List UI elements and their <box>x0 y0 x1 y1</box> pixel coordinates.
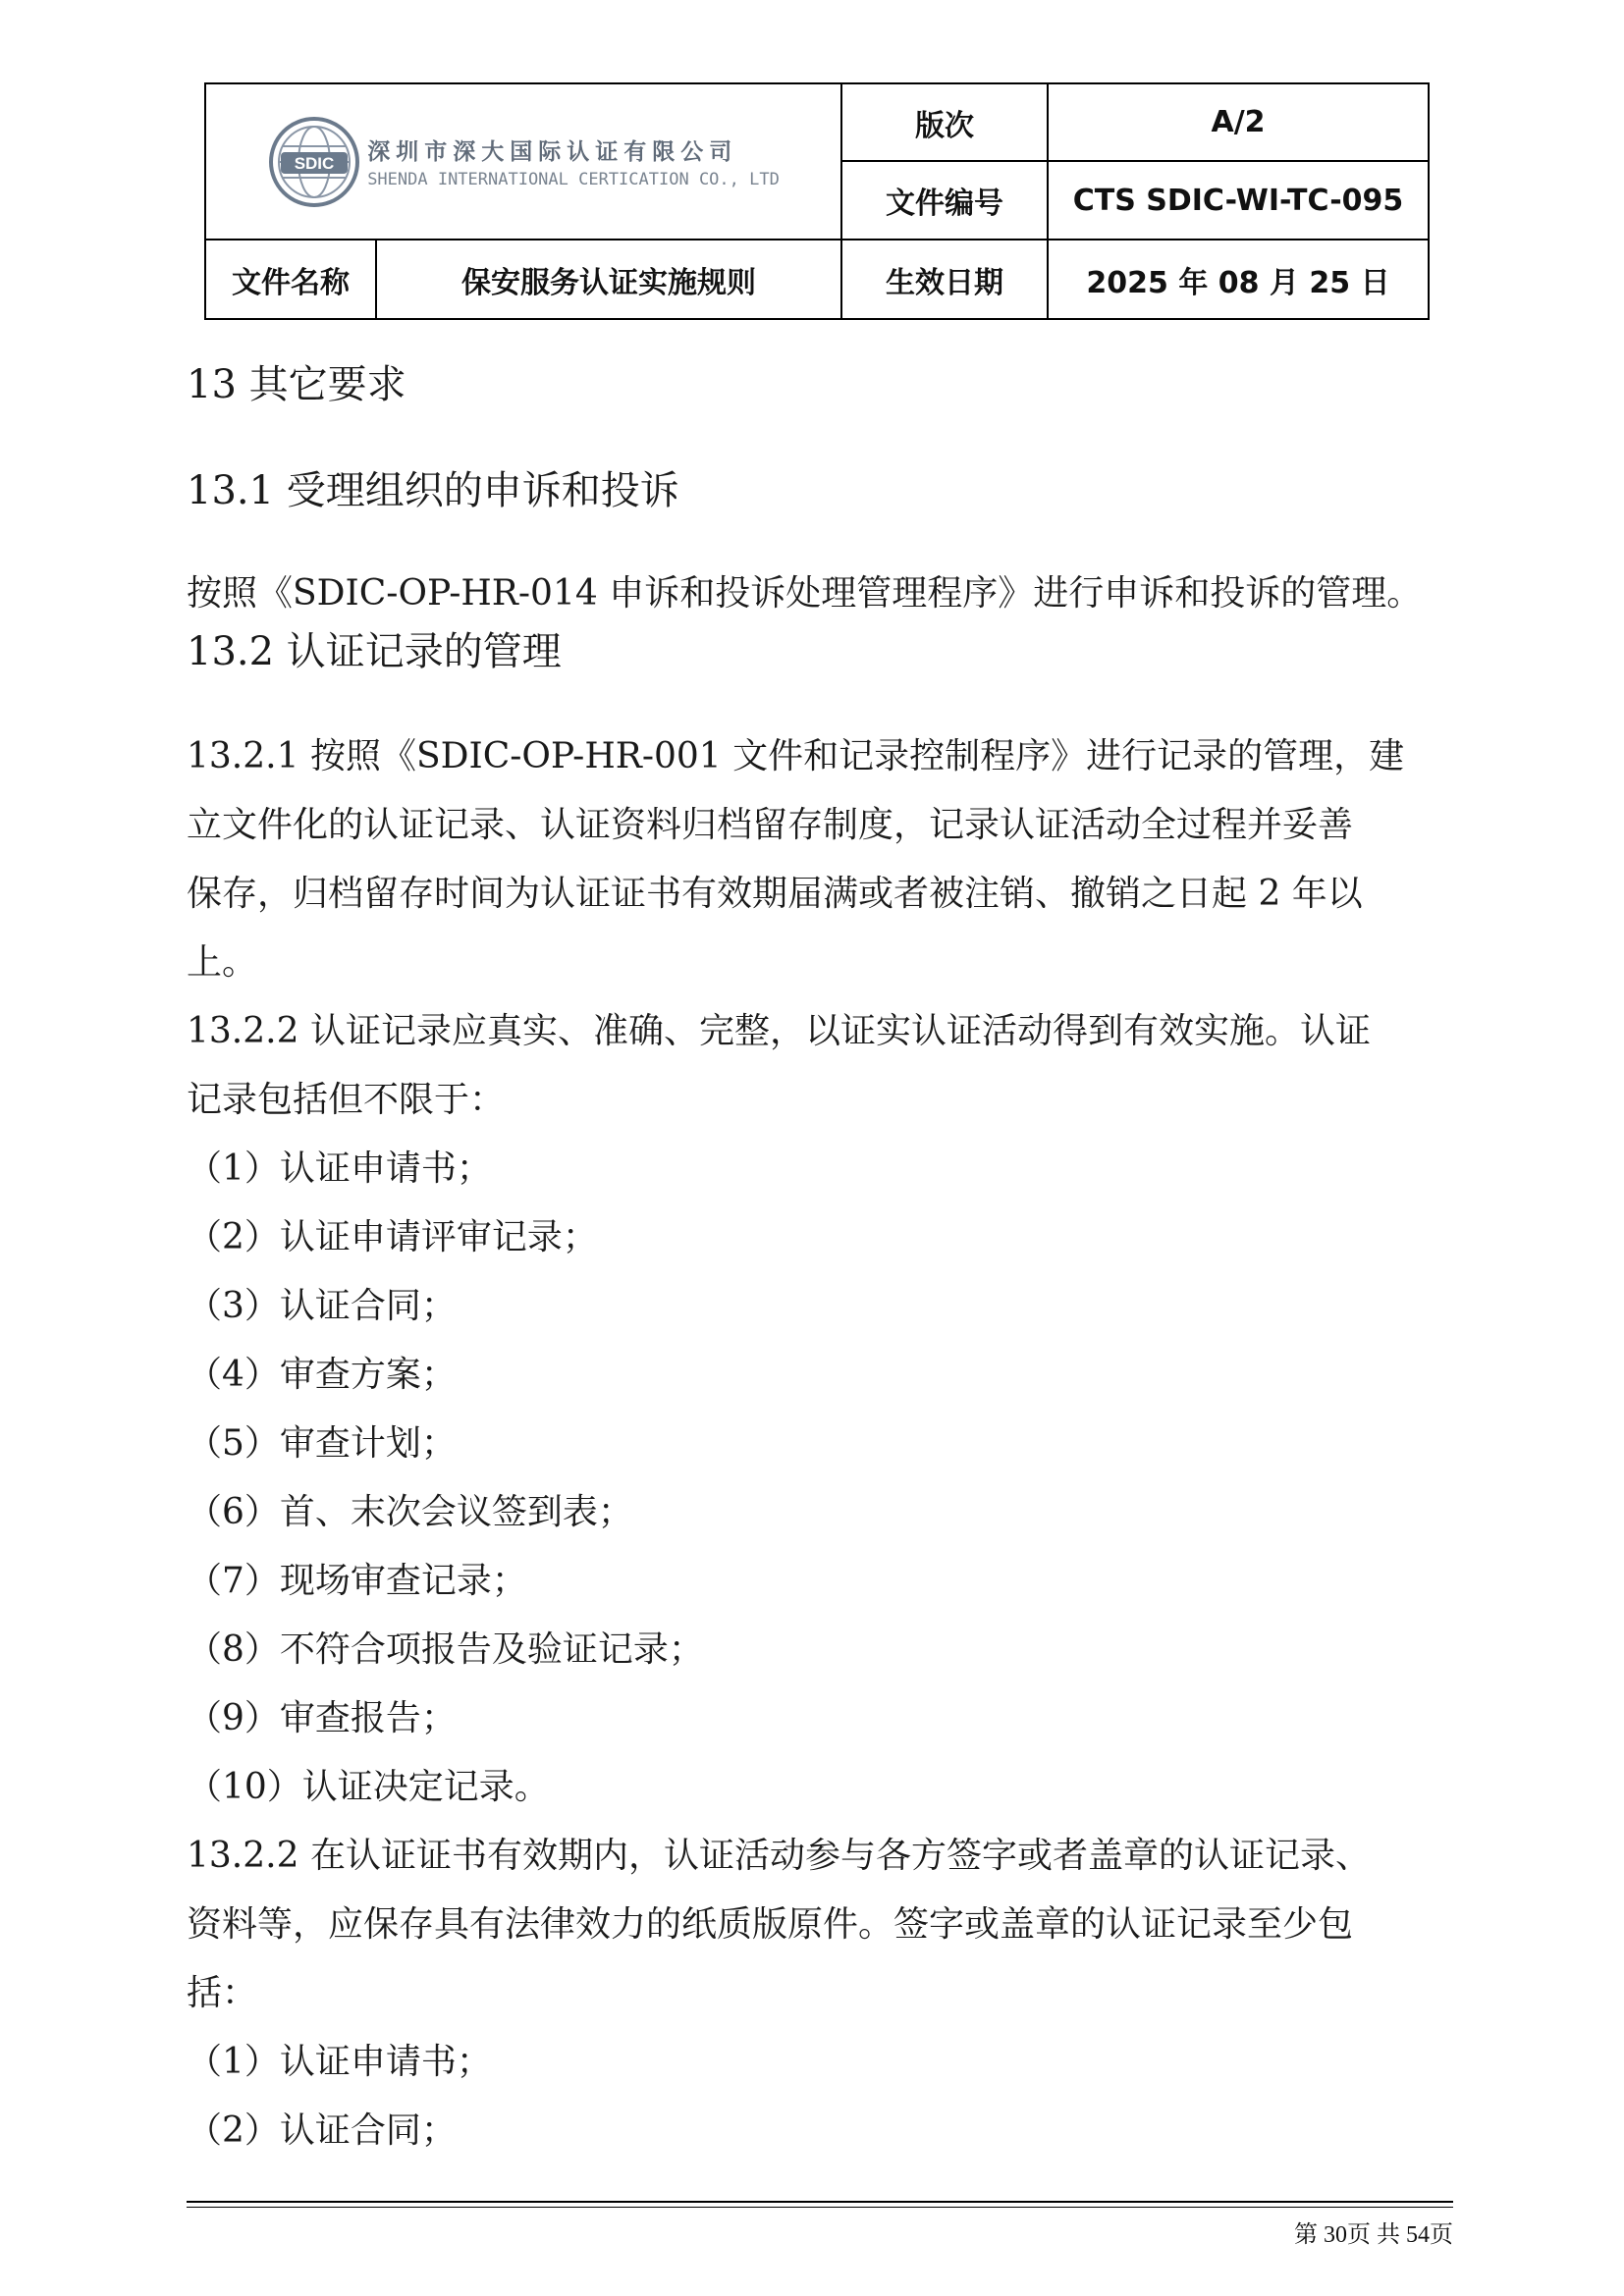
text-line: 13.2.2 认证记录应真实、准确、完整，以证实认证活动得到有效实施。认证 <box>187 1011 1371 1051</box>
para-13-2-1 <box>187 722 1453 997</box>
text-line: 13.2.1 按照《SDIC-OP-HR-001 文件和记录控制程序》进行记录的管理，建 <box>187 736 1405 776</box>
company-name-cn: 深圳市深大国际认证有限公司 <box>367 138 738 165</box>
list-item: （1）认证申请书； <box>187 1148 492 1189</box>
docname-label: 文件名称 <box>205 240 376 319</box>
record-list-a <box>187 1135 1453 1822</box>
docno-label: 文件编号 <box>841 161 1048 240</box>
text-line: 保存，归档留存时间为认证证书有效期届满或者被注销、撤销之日起 2 年以 <box>187 874 1363 914</box>
company-logo-cell <box>205 83 841 240</box>
company-name-en: SHENDA INTERNATIONAL CERTICATION CO., LTD <box>367 170 780 189</box>
section-13-2-heading: 13.2 认证记录的管理 <box>187 629 562 674</box>
list-item: （8）不符合项报告及验证记录； <box>187 1629 704 1670</box>
document-body <box>187 342 1453 2165</box>
text-line: 括： <box>187 1973 258 2013</box>
date-value: 2025 年 08 月 25 日 <box>1048 240 1429 319</box>
document-header-table <box>204 82 1430 320</box>
section-13-1-text: 按照《SDIC-OP-HR-014 申诉和投诉处理管理程序》进行申诉和投诉的管理。 <box>187 573 1423 614</box>
record-list-b <box>187 2028 1453 2165</box>
para-13-2-2a <box>187 997 1453 1135</box>
list-item: （5）审查计划； <box>187 1423 457 1464</box>
footer-divider <box>187 2201 1453 2203</box>
version-value: A/2 <box>1048 83 1429 161</box>
docname-value: 保安服务认证实施规则 <box>376 240 841 319</box>
text-line: 13.2.2 在认证证书有效期内，认证活动参与各方签字或者盖章的认证记录、 <box>187 1836 1371 1876</box>
page-number: 第 30页 共 54页 <box>1294 2222 1453 2248</box>
text-line: 记录包括但不限于： <box>187 1080 506 1120</box>
list-item: （3）认证合同； <box>187 1286 457 1326</box>
text-line: 上。 <box>187 942 258 983</box>
section-13-heading: 13 其它要求 <box>187 362 406 407</box>
company-logo-icon <box>267 115 361 209</box>
section-13-1-heading: 13.1 受理组织的申诉和投诉 <box>187 468 679 513</box>
footer-divider-thin <box>187 2207 1453 2208</box>
list-item: （10）认证决定记录。 <box>187 1767 550 1807</box>
text-line: 立文件化的认证记录、认证资料归档留存制度，记录认证活动全过程并妥善 <box>187 805 1354 845</box>
date-label: 生效日期 <box>841 240 1048 319</box>
list-item: （1）认证申请书； <box>187 2042 492 2082</box>
logo-mark-text: SDIC <box>294 153 335 173</box>
list-item: （7）现场审查记录； <box>187 1561 527 1601</box>
docno-value: CTS SDIC-WI-TC-095 <box>1048 161 1429 240</box>
list-item: （4）审查方案； <box>187 1355 457 1395</box>
list-item: （9）审查报告； <box>187 1698 457 1738</box>
list-item: （2）认证合同； <box>187 2110 457 2151</box>
list-item: （2）认证申请评审记录； <box>187 1217 598 1257</box>
version-label: 版次 <box>841 83 1048 161</box>
text-line: 资料等，应保存具有法律效力的纸质版原件。签字或盖章的认证记录至少包 <box>187 1904 1354 1945</box>
list-item: （6）首、末次会议签到表； <box>187 1492 633 1532</box>
para-13-2-2b <box>187 1822 1453 2028</box>
